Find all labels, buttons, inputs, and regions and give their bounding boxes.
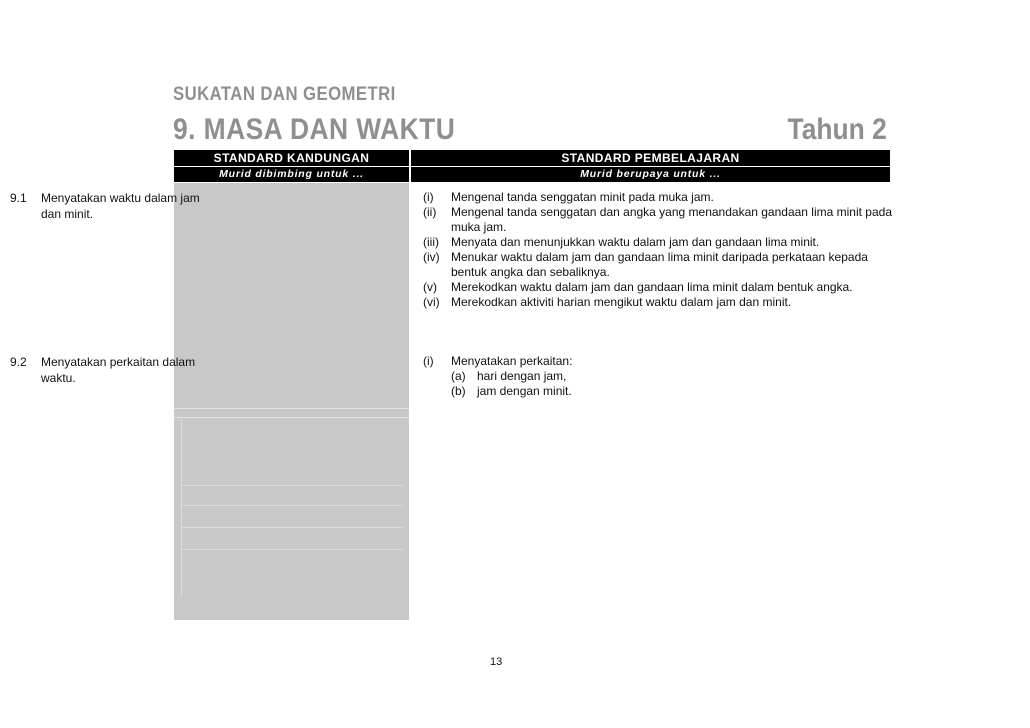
learning-standard-subheader: Murid berupaya untuk ... (411, 167, 890, 182)
content-standard-number: 9.1 (10, 191, 27, 205)
roman-numeral: (i) (423, 190, 434, 204)
row-divider (174, 417, 409, 418)
content-standard-text: Menyatakan waktu dalam jam dan minit. (41, 191, 200, 221)
row-divider (181, 527, 403, 528)
sub-item-letter: (a) (451, 369, 466, 383)
row-divider (181, 485, 403, 486)
sub-item (451, 369, 893, 384)
content-standard-column (174, 183, 409, 620)
learning-standard-text: Merekodkan waktu dalam jam dan gandaan lima minit dalam bentuk angka. (451, 280, 853, 294)
page-number: 13 (490, 656, 503, 668)
roman-numeral: (iii) (423, 235, 439, 249)
topic-title: 9. MASA DAN WAKTU (173, 113, 456, 146)
roman-numeral: (ii) (423, 205, 437, 219)
learning-standard-item (423, 235, 893, 250)
sub-item-letter: (b) (451, 384, 466, 398)
roman-numeral: (i) (423, 354, 434, 368)
content-standard-text: Menyatakan perkaitan dalam waktu. (41, 355, 196, 385)
learning-standard-text: Menyatakan perkaitan: (451, 354, 573, 368)
learning-standards-9-2 (423, 354, 893, 399)
learning-standard-item (423, 205, 893, 235)
learning-standard-text: Mengenal tanda senggatan minit pada muka jam. (451, 190, 714, 204)
learning-standard-text: Merekodkan aktiviti harian mengikut waktu dalam jam dan minit. (451, 295, 792, 309)
content-standard-number: 9.2 (10, 355, 27, 369)
content-standard-header: STANDARD KANDUNGAN (174, 150, 409, 166)
content-standard-subheader: Murid dibimbing untuk ... (174, 167, 409, 182)
learning-standard-text: Menukar waktu dalam jam dan gandaan lima minit daripada perkataan kepada bentuk angka dan sebaliknya. (451, 250, 868, 279)
year-label: Tahun 2 (787, 113, 887, 146)
roman-numeral: (iv) (423, 250, 440, 264)
row-divider (181, 549, 403, 550)
learning-standard-header: STANDARD PEMBELAJARAN (411, 150, 890, 166)
learning-standard-item (423, 354, 893, 399)
learning-standard-item (423, 190, 893, 205)
row-divider (174, 408, 409, 409)
row-divider (181, 505, 403, 506)
learning-standard-text: Mengenal tanda senggatan dan angka yang menandakan gandaan lima minit pada muka jam. (451, 205, 892, 234)
learning-standard-text: Menyata dan menunjukkan waktu dalam jam dan gandaan lima minit. (451, 235, 820, 249)
sub-item-text: hari dengan jam, (477, 369, 567, 383)
sub-item-text: jam dengan minit. (477, 384, 572, 398)
learning-standard-item (423, 295, 893, 310)
sub-item (451, 384, 893, 399)
learning-standard-item (423, 280, 893, 295)
learning-standards-9-1 (423, 190, 893, 310)
roman-numeral: (v) (423, 280, 437, 294)
roman-numeral: (vi) (423, 295, 440, 309)
learning-standard-item (423, 250, 893, 280)
subject-title: SUKATAN DAN GEOMETRI (173, 84, 396, 105)
column-guide (181, 419, 182, 597)
